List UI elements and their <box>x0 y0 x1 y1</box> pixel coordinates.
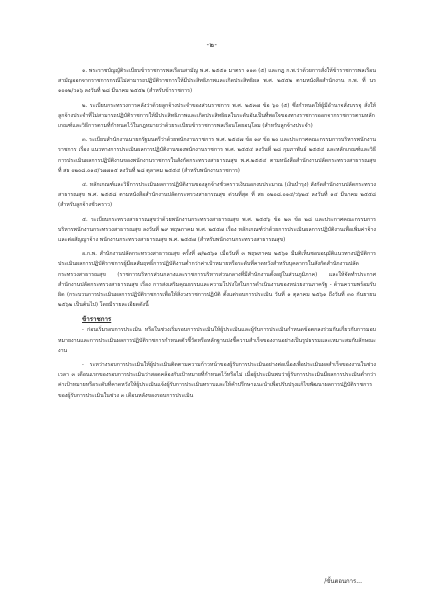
paragraph-1: ๑. พระราชบัญญัติระเบียบข้าราชการพลเรือนสามัญ พ.ศ. ๒๕๕๑ มาตรา ๑๑๓ (๕) และกฎ ก.พ.ว่าด้วยการสั่งให้ข้าราชการพลเรือนสามัญออกจากราชการกรณีไม่สามารถปฏิบัติราชการให้มีประสิทธิภาพและเกิดประสิทธิผล พ.ศ. ๒๕๕๒ ตามหนังสือสำนักงาน ก.พ. ที่ นร ๑๐๑๒/ว๑๖ ลงวันที่ ๒๘ มีนาคม ๒๕๕๒ (สำหรับข้าราชการ) <box>58 68 376 95</box>
paragraph-resolution: อ.ก.พ. สำนักงานปลัดกระทรวงสาธารณสุข ครั้งที่ ๗/๒๕๖๑ เมื่อวันที่ ๓ พฤษภาคม ๒๕๖๑ มีมติเห็นชอบอนุมัติแนวทางปฏิบัติการประเมินผลการปฏิบัติราชการผู้มีผลสัมฤทธิ์การปฏิบัติงานต่ำกว่าค่าเป้าหมายหรือระดับที่คาดหวังสำหรับบุคลากรในสังกัดสำนักงานปลัดกระทรวงสาธารณสุข (ราชการบริหารส่วนกลางและราชการบริหารส่วนกลางที่มีสำนักงานตั้งอยู่ในส่วนภูมิภาค) และให้จัดทำประกาศสำนักงานปลัดกระทรวงสาธารณสุข เรื่อง การส่งเสริมคุณธรรมและความโปร่งใสในการดำเนินงานของหน่วยงานภาครัฐ - ด้านความพร้อมรับผิด (กระบวนการประเมินผลการปฏิบัติราชการเพื่อให้สิ่งวงราชการปฏิบัติ ตั้งแต่รอบการประเมิน วันที่ ๑ ตุลาคม ๒๕๖๑ ถึงวันที่ ๓๐ กันยายน ๒๕๖๒ เป็นต้นไป) โดยมีรายละเอียดดังนี้ <box>58 251 376 309</box>
sub-paragraph-2: - ระหว่างรอบการประเมินให้ผู้ประเมินติดตามความก้าวหน้าของผู้รับการประเมินอย่างต่อเนื่องเพื่อประเมินผลสำเร็จของงานในช่วงเวลา ๓ เดือนแรกของรอบการประเมินว่าสอดคล้องกับเป้าหมายที่กำหนดไว้หรือไม่ เมื่อผู้ประเมินพบว่าผู้รับการประเมินมีผลการประเมินต่ำกว่าค่าเป้าหมายหรือระดับที่คาดหวังให้ผู้ประเมินแจ้งผู้รับการประเมินทราบและให้คำปรึกษาแนะนำเพื่อปรับปรุงแก้ไขพัฒนาผลการปฏิบัติราชการของผู้รับการประเมินในช่วง ๓ เดือนหลังของรอบการประเมิน <box>58 362 376 399</box>
paragraph-4: ๔. หลักเกณฑ์และวิธีการประเมินผลการปฏิบัติงานของลูกจ้างชั่วคราวเงินนอกงบประมาณ (เงินบำรุง) สังกัดสำนักงานปลัดกระทรวงสาธารณสุข พ.ศ. ๒๕๕๘ ตามหนังสือสำนักงานปลัดกระทรวงสาธารณสุข ด่วนที่สุด ที่ สธ ๐๒๐๘.๐๑๔/ว๖๒๔ ลงวันที่ ๑๔ มีนาคม ๒๕๕๘ (สำหรับลูกจ้างชั่วคราว) <box>58 182 376 209</box>
sub-paragraph-1: - ก่อนเริ่มรอบการประเมิน หรือในช่วงเริ่มรอบการประเมินให้ผู้ประเมินและผู้รับการประเมินกำหนดข้อตกลงร่วมกันเกี่ยวกับการมอบหมายงานและการประเมินผลการปฏิบัติราชการกำหนดตัวชี้วัดหรือหลักฐานบ่งชี้ความสำเร็จของงานอย่างเป็นรูปธรรมและเหมาะสมกับลักษณะงาน <box>58 327 376 354</box>
document-body <box>58 66 376 405</box>
paragraph-3: ๓. ระเบียบสำนักงานนายกรัฐมนตรีว่าด้วยพนักงานราชการ พ.ศ. ๒๕๔๗ ข้อ ๑๙ ข้อ ๒๐ และประกาศคณะกรรมการบริหารพนักงานราชการ เรื่อง แนวทางการประเมินผลการปฏิบัติงานของพนักงานราชการ พ.ศ. ๒๕๕๔ ลงวันที่ ๒๘ กุมภาพันธ์ ๒๕๕๔ และหลักเกณฑ์และวิธีการประเมินผลการปฏิบัติงานของพนักงานราชการในสังกัดกระทรวงสาธารณสุข พ.ศ.๒๕๕๔ ตามหนังสือสำนักงานปลัดกระทรวงสาธารณสุข ที่ สธ ๐๒๐๘.๐๑๔/ว๗๗๑๕ ลงวันที่ ๒๘ ตุลาคม ๒๕๕๔ (สำหรับพนักงานราชการ) <box>58 137 376 174</box>
paragraph-5: ๕. ระเบียบกระทรวงสาธารณสุขว่าด้วยพนักงานกระทรวงสาธารณสุข พ.ศ. ๒๕๕๖ ข้อ ๒๓ ข้อ ๒๘ และประกาศคณะกรรมการบริหารพนักงานกระทรวงสาธารณสุข ลงวันที่ ๒๙ พฤษภาคม พ.ศ. ๒๕๕๗ เรื่อง หลักเกณฑ์ว่าด้วยการประเมินผลการปฏิบัติงานเพื่อเพิ่มค่าจ้าง และต่อสัญญาจ้าง พนักงานกระทรวงสาธารณสุข พ.ศ. ๒๕๕๗ (สำหรับพนักงานกระทรวงสาธารณสุข) <box>58 216 376 244</box>
section-heading: ข้าราชการ <box>82 316 112 324</box>
continuation-footer: /ขั้นตอนการ... <box>324 578 362 585</box>
paragraph-2: ๒. ระเบียบกระทรวงการคลังว่าด้วยลูกจ้างประจำของส่วนราชการ พ.ศ. ๒๕๓๗ ข้อ ๖๐ (๕) ซึ่งกำหนดให้ผู้มีอำนาจสั่งบรรจุ สั่งให้ลูกจ้างประจำที่ไม่สามารถปฏิบัติราชการให้มีประสิทธิภาพและเกิดประสิทธิผลในระดับอันเป็นที่พอใจของทางราชการออกจากราชการตามหลักเกณฑ์และวิธีการตามที่กำหนดไว้ในกฎหมายว่าด้วยระเบียบข้าราชการพลเรือนโดยอนุโลม (สำหรับลูกจ้างประจำ) <box>58 102 376 130</box>
page-number: -๒- <box>206 41 218 49</box>
